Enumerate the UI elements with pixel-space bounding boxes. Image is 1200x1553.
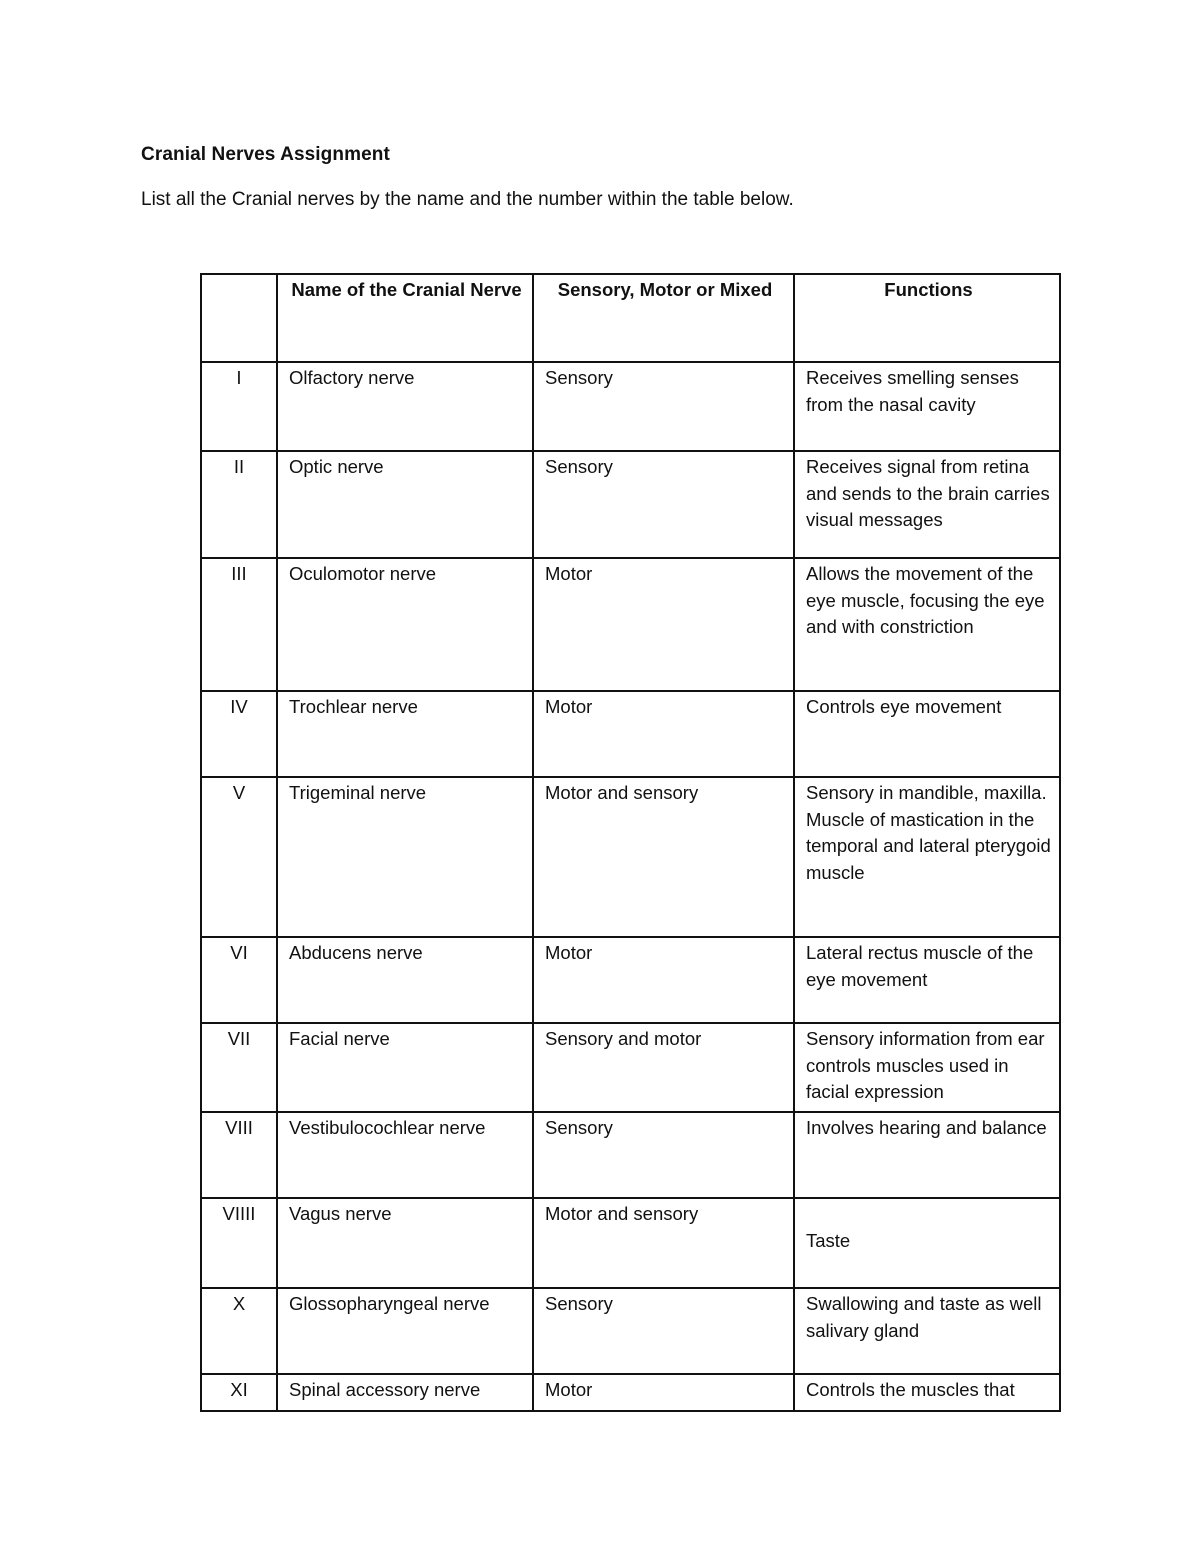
nerve-name: Facial nerve [277,1023,533,1112]
nerve-type: Sensory [533,1288,794,1374]
table-row [201,1112,1060,1198]
nerve-function: Allows the movement of the eye muscle, focusing the eye and with constriction [794,558,1060,691]
table-row [201,1023,1060,1112]
nerve-function: Sensory in mandible, maxilla. Muscle of mastication in the temporal and lateral pterygoid muscle [794,777,1060,937]
nerve-type: Motor and sensory [533,777,794,937]
nerve-name: Vestibulocochlear nerve [277,1112,533,1198]
nerve-type: Motor [533,691,794,777]
nerve-type: Sensory [533,451,794,558]
nerve-function: Swallowing and taste as well salivary gland [794,1288,1060,1374]
nerve-name: Oculomotor nerve [277,558,533,691]
nerve-number: I [201,362,277,451]
nerve-name: Optic nerve [277,451,533,558]
nerve-number: IV [201,691,277,777]
table-row [201,362,1060,451]
nerve-name: Spinal accessory nerve [277,1374,533,1411]
nerve-number: X [201,1288,277,1374]
nerve-type: Sensory [533,1112,794,1198]
table-row [201,558,1060,691]
nerve-number: XI [201,1374,277,1411]
table-row [201,1374,1060,1411]
table-row [201,1198,1060,1288]
nerve-name: Glossopharyngeal nerve [277,1288,533,1374]
nerve-function: Taste [794,1198,1060,1288]
nerve-number: V [201,777,277,937]
nerve-type: Sensory and motor [533,1023,794,1112]
nerve-function: Controls eye movement [794,691,1060,777]
nerve-function: Lateral rectus muscle of the eye movement [794,937,1060,1023]
nerve-name: Trigeminal nerve [277,777,533,937]
nerve-number: VIIII [201,1198,277,1288]
nerve-function: Controls the muscles that [794,1374,1060,1411]
header-name: Name of the Cranial Nerve [277,274,533,362]
table-row [201,937,1060,1023]
nerve-function: Receives signal from retina and sends to the brain carries visual messages [794,451,1060,558]
nerve-type: Motor [533,558,794,691]
cranial-nerves-table [200,273,1061,1412]
nerve-name: Olfactory nerve [277,362,533,451]
page-title: Cranial Nerves Assignment [141,144,390,165]
nerve-number: II [201,451,277,558]
nerve-function: Sensory information from ear controls muscles used in facial expression [794,1023,1060,1112]
nerve-type: Motor and sensory [533,1198,794,1288]
nerve-function: Involves hearing and balance [794,1112,1060,1198]
nerve-name: Abducens nerve [277,937,533,1023]
assignment-instructions: List all the Cranial nerves by the name and the number within the table below. [141,189,794,210]
header-number [201,274,277,362]
nerve-number: VII [201,1023,277,1112]
nerve-type: Motor [533,1374,794,1411]
table-header-row [201,274,1060,362]
nerve-function: Receives smelling senses from the nasal cavity [794,362,1060,451]
nerve-name: Vagus nerve [277,1198,533,1288]
table-row [201,451,1060,558]
table-row [201,777,1060,937]
nerve-type: Sensory [533,362,794,451]
table-row [201,1288,1060,1374]
nerve-number: VI [201,937,277,1023]
table-row [201,691,1060,777]
nerve-number: VIII [201,1112,277,1198]
nerve-type: Motor [533,937,794,1023]
header-functions: Functions [794,274,1060,362]
header-type: Sensory, Motor or Mixed [533,274,794,362]
nerve-name: Trochlear nerve [277,691,533,777]
nerve-number: III [201,558,277,691]
